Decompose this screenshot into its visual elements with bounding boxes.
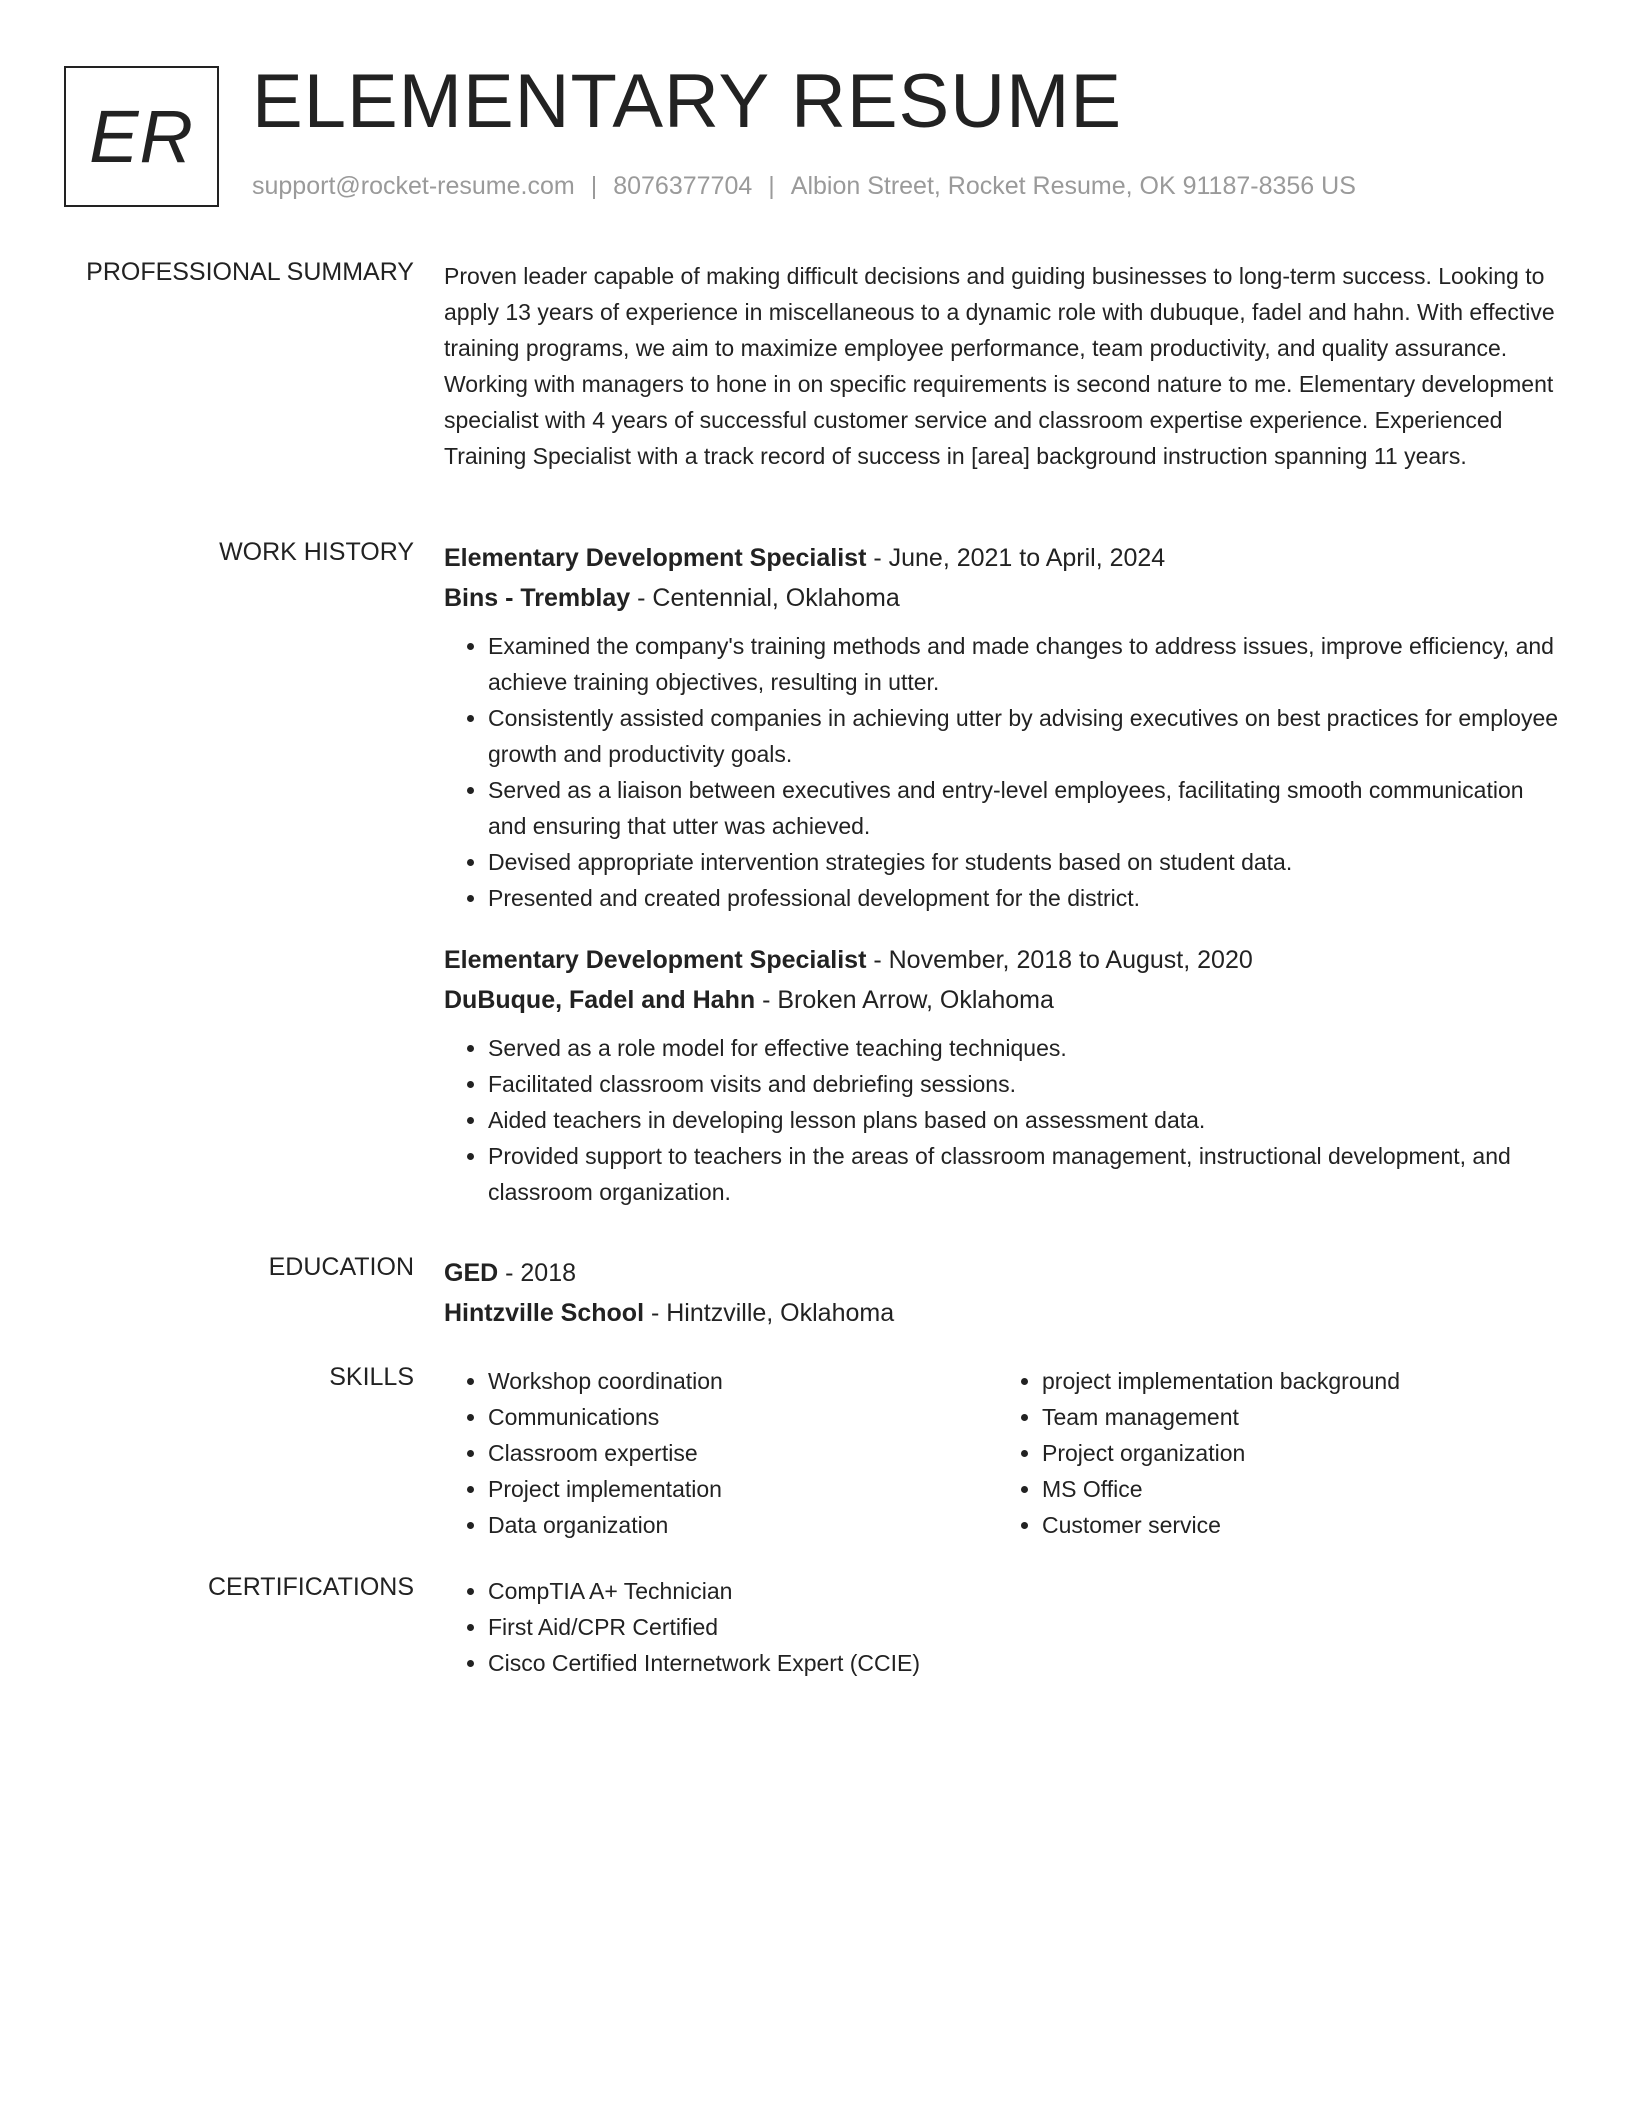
job-dates: - November, 2018 to August, 2020 [866, 946, 1253, 974]
job-company-line [444, 578, 1568, 618]
job-title-line [444, 940, 1568, 980]
job-title: Elementary Development Specialist [444, 946, 867, 974]
certifications-list [444, 1573, 1568, 1681]
contact-address: Albion Street, Rocket Resume, OK 91187-8356 US [790, 172, 1356, 200]
skill-item: • Workshop coordination [488, 1363, 998, 1399]
certification-item: • Cisco Certified Internetwork Expert (CCIE) [488, 1645, 1568, 1681]
education-location: - Hintzville, Oklahoma [644, 1299, 895, 1327]
list-item: • Consistently assisted companies in achieving utter by advising executives on best practices for employee growth and productivity goals. [488, 700, 1568, 772]
resume-header [64, 59, 1568, 208]
skills-list-right [998, 1363, 1552, 1543]
resume-name: ELEMENTARY RESUME [252, 59, 1123, 144]
job-title: Elementary Development Specialist [444, 544, 867, 572]
education-school: Hintzville School [444, 1299, 645, 1327]
contact-separator: | [590, 172, 598, 200]
certification-item: • CompTIA A+ Technician [488, 1573, 1568, 1609]
list-item: • Devised appropriate intervention strategies for students based on student data. [488, 844, 1568, 880]
skill-item: • Project organization [1042, 1435, 1552, 1471]
job-title-line [444, 538, 1568, 578]
skill-item: • Team management [1042, 1399, 1552, 1435]
certifications-body [444, 1573, 1568, 1681]
job-location: - Centennial, Oklahoma [630, 584, 900, 612]
list-item: • Presented and created professional development for the district. [488, 880, 1568, 916]
job-bullets [444, 628, 1568, 916]
section-work-history [64, 538, 1568, 1228]
contact-phone[interactable]: 8076377704 [613, 172, 753, 200]
job-location: - Broken Arrow, Oklahoma [755, 986, 1054, 1014]
skills-list-left [444, 1363, 998, 1543]
job-entry [444, 538, 1568, 916]
section-summary [64, 258, 1568, 518]
contact-email[interactable]: support@rocket-resume.com [252, 172, 575, 200]
job-dates: - June, 2021 to April, 2024 [866, 544, 1166, 572]
section-label-education: EDUCATION [268, 1253, 414, 1281]
job-entry [444, 940, 1568, 1210]
skill-item: • Classroom expertise [488, 1435, 998, 1471]
list-item: • Provided support to teachers in the areas of classroom management, instructional development, and classroom organization. [488, 1138, 1568, 1210]
skills-columns [444, 1363, 1568, 1543]
education-year: - 2018 [498, 1259, 577, 1287]
contact-separator: | [768, 172, 775, 200]
skills-body [444, 1363, 1568, 1543]
list-item: • Served as a role model for effective teaching techniques. [488, 1030, 1568, 1066]
section-education [64, 1253, 1568, 1337]
contact-line [252, 172, 1356, 201]
education-body [444, 1253, 1568, 1333]
skill-item: • Data organization [488, 1507, 998, 1543]
education-school-line [444, 1293, 1568, 1333]
summary-text: Proven leader capable of making difficult decisions and guiding businesses to long-term success. Looking to apply 13 years of experience in miscellaneous to a dynamic role with dubuque, fadel and hahn. With effective training programs, we aim to maximize employee performance, team productivity, and quality assurance. Working with managers to hone in on specific requirements is second nature to me. Elementary development specialist with 4 years of successful customer service and classroom expertise experience. Experienced Training Specialist with a track record of success in [area] background instruction spanning 11 years. [444, 263, 1555, 469]
section-skills [64, 1363, 1568, 1553]
list-item: • Served as a liaison between executives and entry-level employees, facilitating smooth communication and ensuring that utter was achieved. [488, 772, 1568, 844]
section-label-certifications: CERTIFICATIONS [207, 1573, 414, 1601]
skill-item: • MS Office [1042, 1471, 1552, 1507]
education-degree: GED [444, 1259, 499, 1287]
section-label-summary: PROFESSIONAL SUMMARY [86, 258, 414, 286]
section-label-work-history: WORK HISTORY [219, 538, 414, 566]
job-bullets [444, 1030, 1568, 1210]
job-company: Bins - Tremblay [444, 584, 631, 612]
skill-item: • project implementation background [1042, 1363, 1552, 1399]
skill-item: • Customer service [1042, 1507, 1552, 1543]
job-company: DuBuque, Fadel and Hahn [444, 986, 756, 1014]
summary-body [444, 258, 1568, 474]
list-item: • Aided teachers in developing lesson plans based on assessment data. [488, 1102, 1568, 1138]
list-item: • Facilitated classroom visits and debriefing sessions. [488, 1066, 1568, 1102]
job-company-line [444, 980, 1568, 1020]
section-label-skills: SKILLS [329, 1363, 414, 1391]
certification-item: • First Aid/CPR Certified [488, 1609, 1568, 1645]
monogram-logo: ER [64, 66, 219, 207]
list-item: • Examined the company's training methods and made changes to address issues, improve efficiency, and achieve training objectives, resulting in utter. [488, 628, 1568, 700]
education-degree-line [444, 1253, 1568, 1293]
skill-item: • Project implementation [488, 1471, 998, 1507]
skill-item: • Communications [488, 1399, 998, 1435]
work-history-body [444, 538, 1568, 1234]
section-certifications [64, 1573, 1568, 1693]
